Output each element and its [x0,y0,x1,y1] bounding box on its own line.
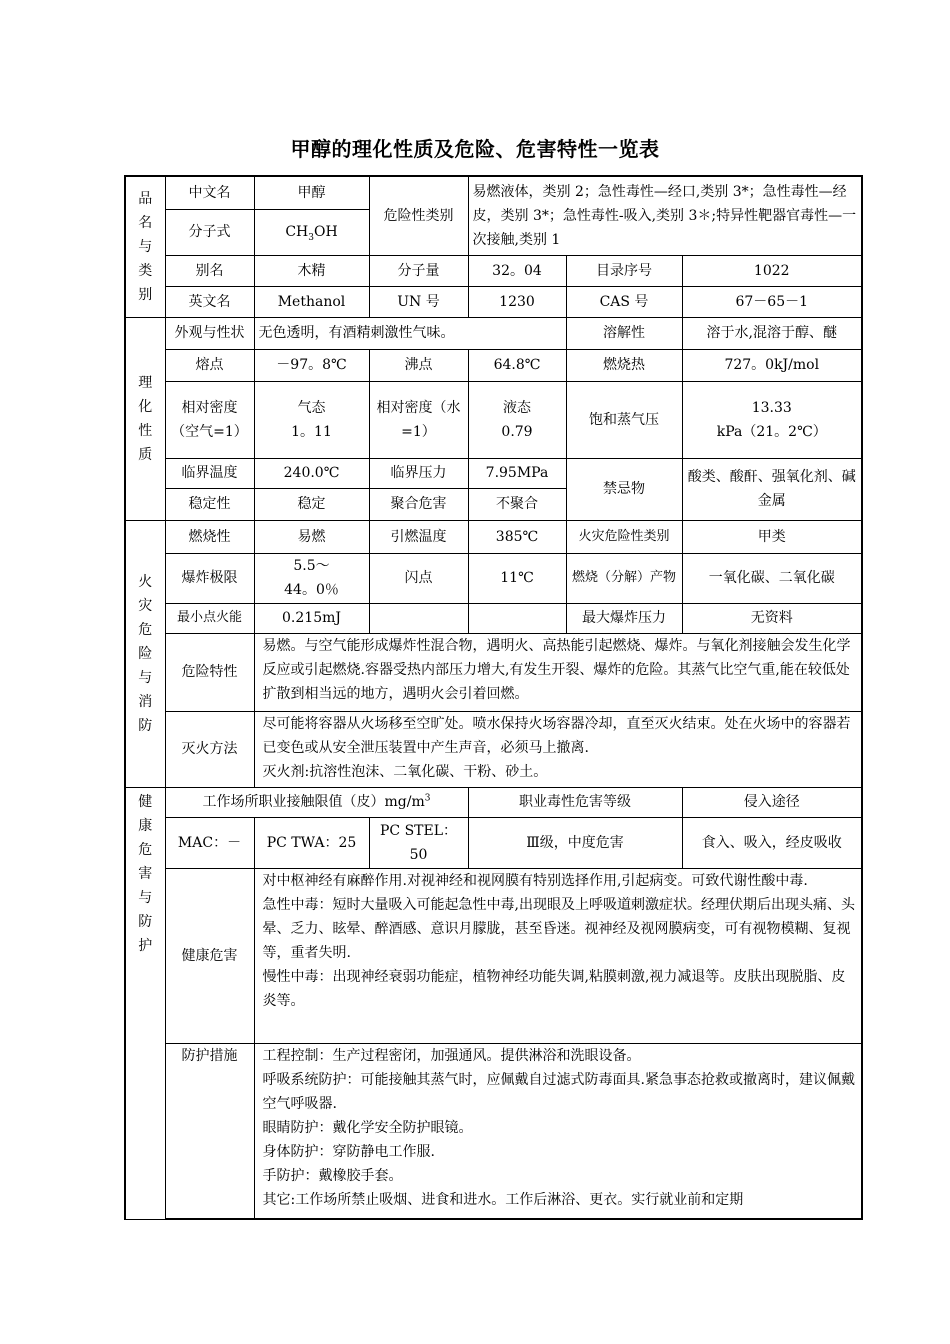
flammability-value: 易燃 [254,520,369,553]
route-label: 侵入途径 [682,787,862,817]
catalog-label: 目录序号 [566,255,682,286]
protection-label: 防护措施 [165,1043,254,1219]
en-name-label: 英文名 [165,286,254,317]
appearance-label: 外观与性状 [165,317,254,349]
liquid-value: 液态 0.79 [468,381,566,458]
flammability-label: 燃烧性 [165,520,254,553]
mw-label: 分子量 [369,255,468,286]
fire-class-label: 火灾危险性类别 [566,520,682,553]
empty-cell [468,603,566,633]
vapor-pressure-value: 13.33 kPa（21。2℃） [682,381,862,458]
max-pressure-value: 无资料 [682,603,862,633]
critical-temp-label: 临界温度 [165,458,254,488]
mac-value: MAC：－ [165,817,254,868]
incompatible-value: 酸类、酸酐、强氧化剂、碱金属 [682,458,862,520]
cn-name-label: 中文名 [165,176,254,209]
msds-table [124,175,863,1220]
page-title: 甲醇的理化性质及危险、危害特性一览表 [290,137,660,161]
appearance-value: 无色透明，有酒精刺激性气味。 [254,317,566,349]
alias-label: 别名 [165,255,254,286]
fire-class-value: 甲类 [682,520,862,553]
stability-label: 稳定性 [165,488,254,520]
combustion-products-value: 一氧化碳、二氧化碳 [682,553,862,603]
empty-cell [369,603,468,633]
max-pressure-label: 最大爆炸压力 [566,603,682,633]
section-identity: 品名与类别 [125,176,165,317]
pc-twa-value: PC TWA：25 [254,817,369,868]
fire-hazard-label: 危险特性 [165,633,254,711]
health-hazard-label: 健康危害 [165,868,254,1043]
polymerization-value: 不聚合 [468,488,566,520]
alias-value: 木精 [254,255,369,286]
hazard-class-label: 危险性类别 [369,176,468,255]
section-physchem: 理化性质 [125,317,165,520]
heat-label: 燃烧热 [566,349,682,381]
extinguish-label: 灭火方法 [165,711,254,787]
exposure-limit-label: 工作场所职业接触限值（皮）$mg/m^3$ [165,787,468,817]
toxicity-grade-value: Ⅲ级，中度危害 [468,817,682,868]
fire-hazard-text: 易燃。与空气能形成爆炸性混合物，遇明火、高热能引起燃烧、爆炸。与氧化剂接触会发生化学反应或引起燃烧.容器受热内部压力增大,有发生开裂、爆炸的危险。其蒸气比空气重,能在较低处扩散到相当远的地方，遇明火会引着回燃。 [254,633,862,711]
min-ignition-value: 0.215mJ [254,603,369,633]
stability-value: 稳定 [254,488,369,520]
explosion-limit-label: 爆炸极限 [165,553,254,603]
flash-point-value: 11℃ [468,553,566,603]
cas-label: CAS 号 [566,286,682,317]
critical-pressure-value: 7.95MPa [468,458,566,488]
polymerization-label: 聚合危害 [369,488,468,520]
hazard-class-value: 易燃液体，类别 2；急性毒性—经口,类别 3*；急性毒性—经皮，类别 3*；急性毒性-吸入,类别 3＊;特异性靶器官毒性—一次接触,类别 1 [468,176,862,255]
heat-value: 727。0kJ/mol [682,349,862,381]
solubility-label: 溶解性 [566,317,682,349]
route-value: 食入、吸入，经皮吸收 [682,817,862,868]
health-hazard-text: 对中枢神经有麻醉作用.对视神经和视网膜有特别选择作用,引起病变。可致代谢性酸中毒. 急性中毒：短时大量吸入可能起急性中毒,出现眼及上呼吸道刺激症状。经理伏期后出现头痛、头晕、乏力、眩晕、醉酒感、意识月朦胧，甚至昏迷。视神经及视网膜病变，可有视物模糊、复视等，重者失明. 慢性中毒：出现神经衰弱功能症，植物神经功能失调,粘膜刺激,视力减退等。皮肤出现脱脂、皮炎等。 [254,868,862,1043]
min-ignition-label: 最小点火能 [165,603,254,633]
combustion-products-label: 燃烧（分解）产物 [566,553,682,603]
section-health: 健康危害与防护 [125,787,165,1219]
mp-label: 熔点 [165,349,254,381]
mw-value: 32。04 [468,255,566,286]
solubility-value: 溶于水,混溶于醇、醚 [682,317,862,349]
section-fire: 火灾危险与消防 [125,520,165,787]
rel-density-air-label: 相对密度（空气=1） [165,381,254,458]
explosion-limit-value: 5.5～ 44。0％ [254,553,369,603]
pc-stel-value: PC STEL： 50 [369,817,468,868]
flash-point-label: 闪点 [369,553,468,603]
rel-density-water-label: 相对密度（水=1） [369,381,468,458]
gas-value: 气态 1。11 [254,381,369,458]
un-value: 1230 [468,286,566,317]
catalog-value: 1022 [682,255,862,286]
bp-value: 64.8℃ [468,349,566,381]
toxicity-grade-label: 职业毒性危害等级 [468,787,682,817]
incompatible-label: 禁忌物 [566,458,682,520]
critical-temp-value: 240.0℃ [254,458,369,488]
protection-text: 工程控制：生产过程密闭，加强通风。提供淋浴和洗眼设备。 呼吸系统防护：可能接触其蒸气时，应佩戴自过滤式防毒面具.紧急事态抢救或撤离时，建议佩戴空气呼吸器. 眼睛防护：戴化学安全防护眼镜。 身体防护：穿防静电工作服. 手防护：戴橡胶手套。 其它:工作场所禁止吸烟、进食和进水。工作后淋浴、更衣。实行就业前和定期 [254,1043,862,1219]
cn-name-value: 甲醇 [254,176,369,209]
bp-label: 沸点 [369,349,468,381]
formula-value: $CH_3OH$ [254,209,369,255]
mp-value: －97。8℃ [254,349,369,381]
cas-value: 67－65－1 [682,286,862,317]
un-label: UN 号 [369,286,468,317]
critical-pressure-label: 临界压力 [369,458,468,488]
extinguish-text: 尽可能将容器从火场移至空旷处。喷水保持火场容器冷却，直至灭火结束。处在火场中的容器若已变色或从安全泄压装置中产生声音，必须马上撤离. 灭火剂:抗溶性泡沫、二氧化碳、干粉、砂土。 [254,711,862,787]
vapor-pressure-label: 饱和蒸气压 [566,381,682,458]
formula-label: 分子式 [165,209,254,255]
ignition-value: 385℃ [468,520,566,553]
en-name-value: Methanol [254,286,369,317]
ignition-label: 引燃温度 [369,520,468,553]
